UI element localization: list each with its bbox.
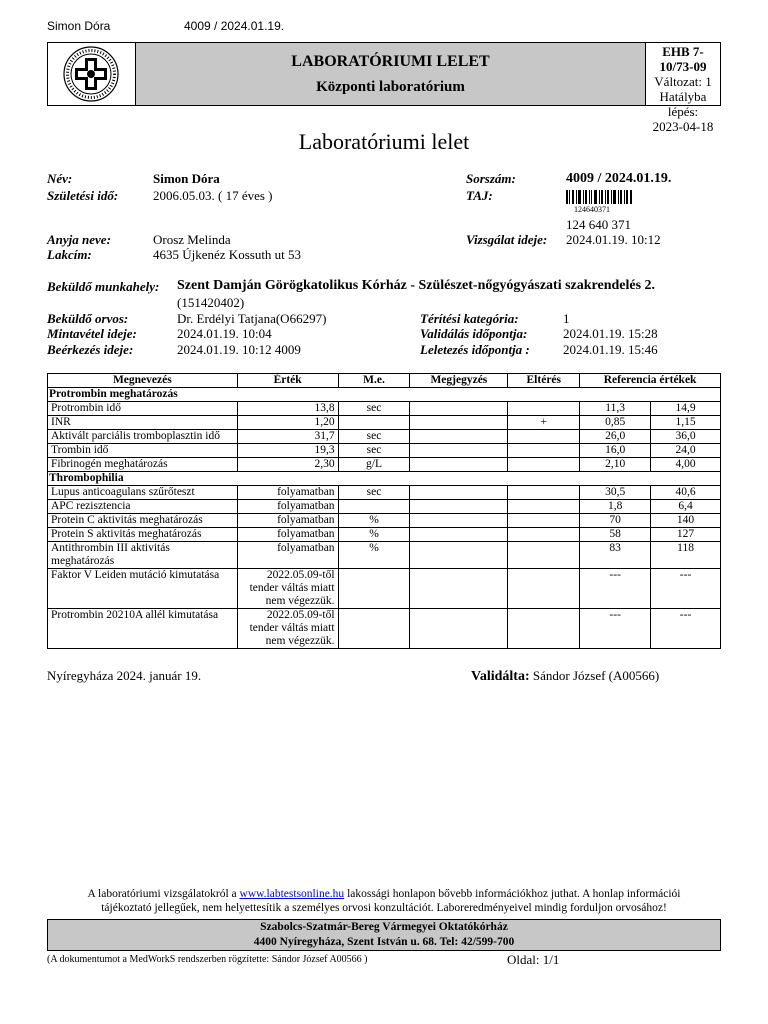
test-name: APC rezisztencia: [48, 500, 238, 514]
workplace-code: (151420402): [177, 295, 245, 310]
ref-low: ---: [580, 569, 651, 609]
arrival-time: 2024.01.19. 10:12 4009: [177, 342, 301, 357]
test-flag: [508, 444, 580, 458]
recorded-by: (A dokumentumot a MedWorkS rendszerben rögzítette: Sándor József A00566 ): [47, 954, 368, 965]
patient-name: Simon Dóra: [153, 171, 220, 186]
test-flag: [508, 542, 580, 569]
sample-time: 2024.01.19. 10:04: [177, 326, 272, 341]
table-row: [48, 458, 721, 472]
taj-number: 124 640 371: [566, 217, 631, 232]
test-unit: sec: [338, 430, 410, 444]
col-header: Eltérés: [508, 374, 580, 388]
test-unit: sec: [338, 402, 410, 416]
results-table: [47, 373, 721, 649]
section-row: [48, 472, 721, 486]
labtestsonline-link[interactable]: www.labtestsonline.hu: [239, 888, 345, 900]
ref-low: 0,85: [580, 416, 651, 430]
mother-label: Anyja neve:: [47, 232, 111, 247]
test-note: [410, 486, 508, 500]
test-value: 2022.05.09-től tender váltás miatt nem végezzük.: [237, 609, 338, 649]
effective-label: Hatályba lépés:: [659, 89, 707, 119]
table-row: [48, 514, 721, 528]
ref-low: 26,0: [580, 430, 651, 444]
section-title: Thrombophilia: [48, 472, 721, 486]
effective-date: 2023-04-18: [652, 119, 714, 134]
col-header: M.e.: [338, 374, 410, 388]
table-row: [48, 402, 721, 416]
ref-low: 83: [580, 542, 651, 569]
section-row: [48, 388, 721, 402]
col-header: Megnevezés: [48, 374, 238, 388]
col-header: Referencia értékek: [580, 374, 721, 388]
table-row: [48, 416, 721, 430]
footer-info-line2: tájékoztató jellegűek, nem helyettesítik a személyes orvosi konzultációt. Laboreredményeivel mindig forduljon orvosához!: [101, 902, 667, 914]
test-value: 19,3: [237, 444, 338, 458]
test-name: Aktivált parciális tromboplasztin idő: [48, 430, 238, 444]
test-flag: [508, 402, 580, 416]
barcode-text: 124640371: [574, 205, 610, 214]
test-unit: [338, 569, 410, 609]
validation-time-label: Validálás időpontja:: [420, 326, 528, 341]
top-order-number: 4009 / 2024.01.19.: [184, 19, 285, 33]
test-unit: %: [338, 528, 410, 542]
dob-label: Születési idő:: [47, 188, 119, 203]
ref-high: 127: [651, 528, 721, 542]
table-row: [48, 528, 721, 542]
col-header: Érték: [237, 374, 338, 388]
test-name: Fibrinogén meghatározás: [48, 458, 238, 472]
page-title: Laboratóriumi lelet: [298, 129, 470, 154]
ref-high: ---: [651, 569, 721, 609]
exam-time: 2024.01.19. 10:12: [566, 232, 661, 247]
fee-label: Térítési kategória:: [420, 311, 519, 326]
test-unit: g/L: [338, 458, 410, 472]
test-note: [410, 416, 508, 430]
ref-high: 6,4: [651, 500, 721, 514]
arrival-time-label: Beérkezés ideje:: [47, 342, 134, 357]
barcode-icon: [566, 190, 632, 204]
test-unit: sec: [338, 486, 410, 500]
ref-low: 2,10: [580, 458, 651, 472]
patient-dob: 2006.05.03. ( 17 éves ): [153, 188, 273, 203]
test-name: Protein S aktivitás meghatározás: [48, 528, 238, 542]
ref-high: 140: [651, 514, 721, 528]
test-note: [410, 402, 508, 416]
ref-low: 16,0: [580, 444, 651, 458]
exam-time-label: Vizsgálat ideje:: [466, 232, 548, 247]
table-row: [48, 486, 721, 500]
footer-info-pre: A laboratóriumi vizsgálatokról a: [87, 888, 240, 900]
ref-high: 24,0: [651, 444, 721, 458]
test-flag: [508, 528, 580, 542]
table-row: [48, 500, 721, 514]
ref-low: 30,5: [580, 486, 651, 500]
doc-code: EHB 7-10/73-09: [659, 44, 707, 74]
validated-by: Sándor József (A00566): [532, 668, 660, 683]
test-note: [410, 444, 508, 458]
fee-category: 1: [563, 311, 570, 326]
test-flag: [508, 514, 580, 528]
test-value: folyamatban: [237, 500, 338, 514]
test-note: [410, 514, 508, 528]
test-flag: [508, 458, 580, 472]
test-flag: [508, 486, 580, 500]
test-flag: [508, 609, 580, 649]
footer-info: [0, 887, 768, 915]
hospital-address: 4400 Nyíregyháza, Szent István u. 68. Tel: 42/599-700: [253, 936, 515, 948]
hospital-logo: [48, 43, 136, 105]
test-flag: +: [508, 416, 580, 430]
results-body: [48, 388, 721, 649]
sender-workplace: Szent Damján Görögkatolikus Kórház - Szülészet-nőgyógyászati szakrendelés 2.: [177, 278, 656, 293]
sender-doctor: Dr. Erdélyi Tatjana(O66297): [177, 311, 327, 326]
report-time-label: Leletezés időpontja :: [420, 342, 530, 357]
test-value: folyamatban: [237, 542, 338, 569]
address-label: Lakcím:: [47, 247, 92, 262]
test-value: folyamatban: [237, 514, 338, 528]
section-title: Protrombin meghatározás: [48, 388, 721, 402]
validation-signature: [471, 668, 659, 685]
test-unit: sec: [338, 444, 410, 458]
place-date: Nyíregyháza 2024. január 19.: [47, 668, 202, 683]
test-unit: [338, 500, 410, 514]
test-note: [410, 458, 508, 472]
test-unit: %: [338, 542, 410, 569]
test-value: 2,30: [237, 458, 338, 472]
name-label: Név:: [47, 171, 73, 186]
test-unit: [338, 416, 410, 430]
header-subtitle: Központi laboratórium: [316, 79, 465, 95]
ref-low: ---: [580, 609, 651, 649]
footer-info-post: lakossági honlapon bővebb információkhoz juthat. A honlap információi: [344, 888, 681, 900]
test-flag: [508, 569, 580, 609]
ref-high: 36,0: [651, 430, 721, 444]
ref-high: 4,00: [651, 458, 721, 472]
ref-low: 70: [580, 514, 651, 528]
test-name: Protein C aktivitás meghatározás: [48, 514, 238, 528]
table-row: [48, 569, 721, 609]
table-row: [48, 430, 721, 444]
ref-low: 58: [580, 528, 651, 542]
test-note: [410, 430, 508, 444]
test-note: [410, 569, 508, 609]
test-name: INR: [48, 416, 238, 430]
test-value: 31,7: [237, 430, 338, 444]
page-number: Oldal: 1/1: [507, 952, 560, 967]
test-unit: [338, 609, 410, 649]
test-note: [410, 500, 508, 514]
table-row: [48, 444, 721, 458]
ref-high: 118: [651, 542, 721, 569]
hospital-seal-icon: [48, 43, 134, 105]
ref-high: 14,9: [651, 402, 721, 416]
test-note: [410, 609, 508, 649]
test-note: [410, 528, 508, 542]
ref-low: 11,3: [580, 402, 651, 416]
test-name: Antithrombin III aktivitás meghatározás: [48, 542, 238, 569]
hospital-footer-bar: [47, 919, 721, 951]
serial-label: Sorszám:: [466, 171, 516, 186]
ref-high: 1,15: [651, 416, 721, 430]
test-flag: [508, 500, 580, 514]
doc-version: Változat: 1: [654, 74, 712, 89]
table-row: [48, 542, 721, 569]
test-value: 13,8: [237, 402, 338, 416]
table-row: [48, 609, 721, 649]
col-header: Megjegyzés: [410, 374, 508, 388]
test-flag: [508, 430, 580, 444]
report-time: 2024.01.19. 15:46: [563, 342, 658, 357]
patient-address: 4635 Újkenéz Kossuth ut 53: [153, 247, 302, 262]
workplace-label: Beküldő munkahely:: [47, 279, 160, 294]
test-name: Lupus anticoagulans szűrőteszt: [48, 486, 238, 500]
test-name: Trombin idő: [48, 444, 238, 458]
serial-number: 4009 / 2024.01.19.: [566, 171, 672, 186]
ref-high: 40,6: [651, 486, 721, 500]
test-name: Protrombin idő: [48, 402, 238, 416]
doctor-label: Beküldő orvos:: [47, 311, 129, 326]
validation-time: 2024.01.19. 15:28: [563, 326, 658, 341]
sample-time-label: Mintavétel ideje:: [47, 326, 137, 341]
test-value: 1,20: [237, 416, 338, 430]
test-note: [410, 542, 508, 569]
mother-name: Orosz Melinda: [153, 232, 231, 247]
top-patient-name: Simon Dóra: [47, 19, 111, 33]
hospital-name: Szabolcs-Szatmár-Bereg Vármegyei Oktatókórház: [260, 921, 508, 933]
test-value: 2022.05.09-től tender váltás miatt nem végezzük.: [237, 569, 338, 609]
document-header: [47, 42, 721, 134]
ref-low: 1,8: [580, 500, 651, 514]
taj-label: TAJ:: [466, 188, 493, 203]
test-name: Faktor V Leiden mutáció kimutatása: [48, 569, 238, 609]
table-header-row: [48, 374, 721, 388]
header-title: LABORATÓRIUMI LELET: [291, 53, 490, 70]
test-unit: %: [338, 514, 410, 528]
test-value: folyamatban: [237, 486, 338, 500]
test-value: folyamatban: [237, 528, 338, 542]
test-name: Protrombin 20210A allél kimutatása: [48, 609, 238, 649]
validated-label: Validálta:: [471, 669, 530, 684]
ref-high: ---: [651, 609, 721, 649]
